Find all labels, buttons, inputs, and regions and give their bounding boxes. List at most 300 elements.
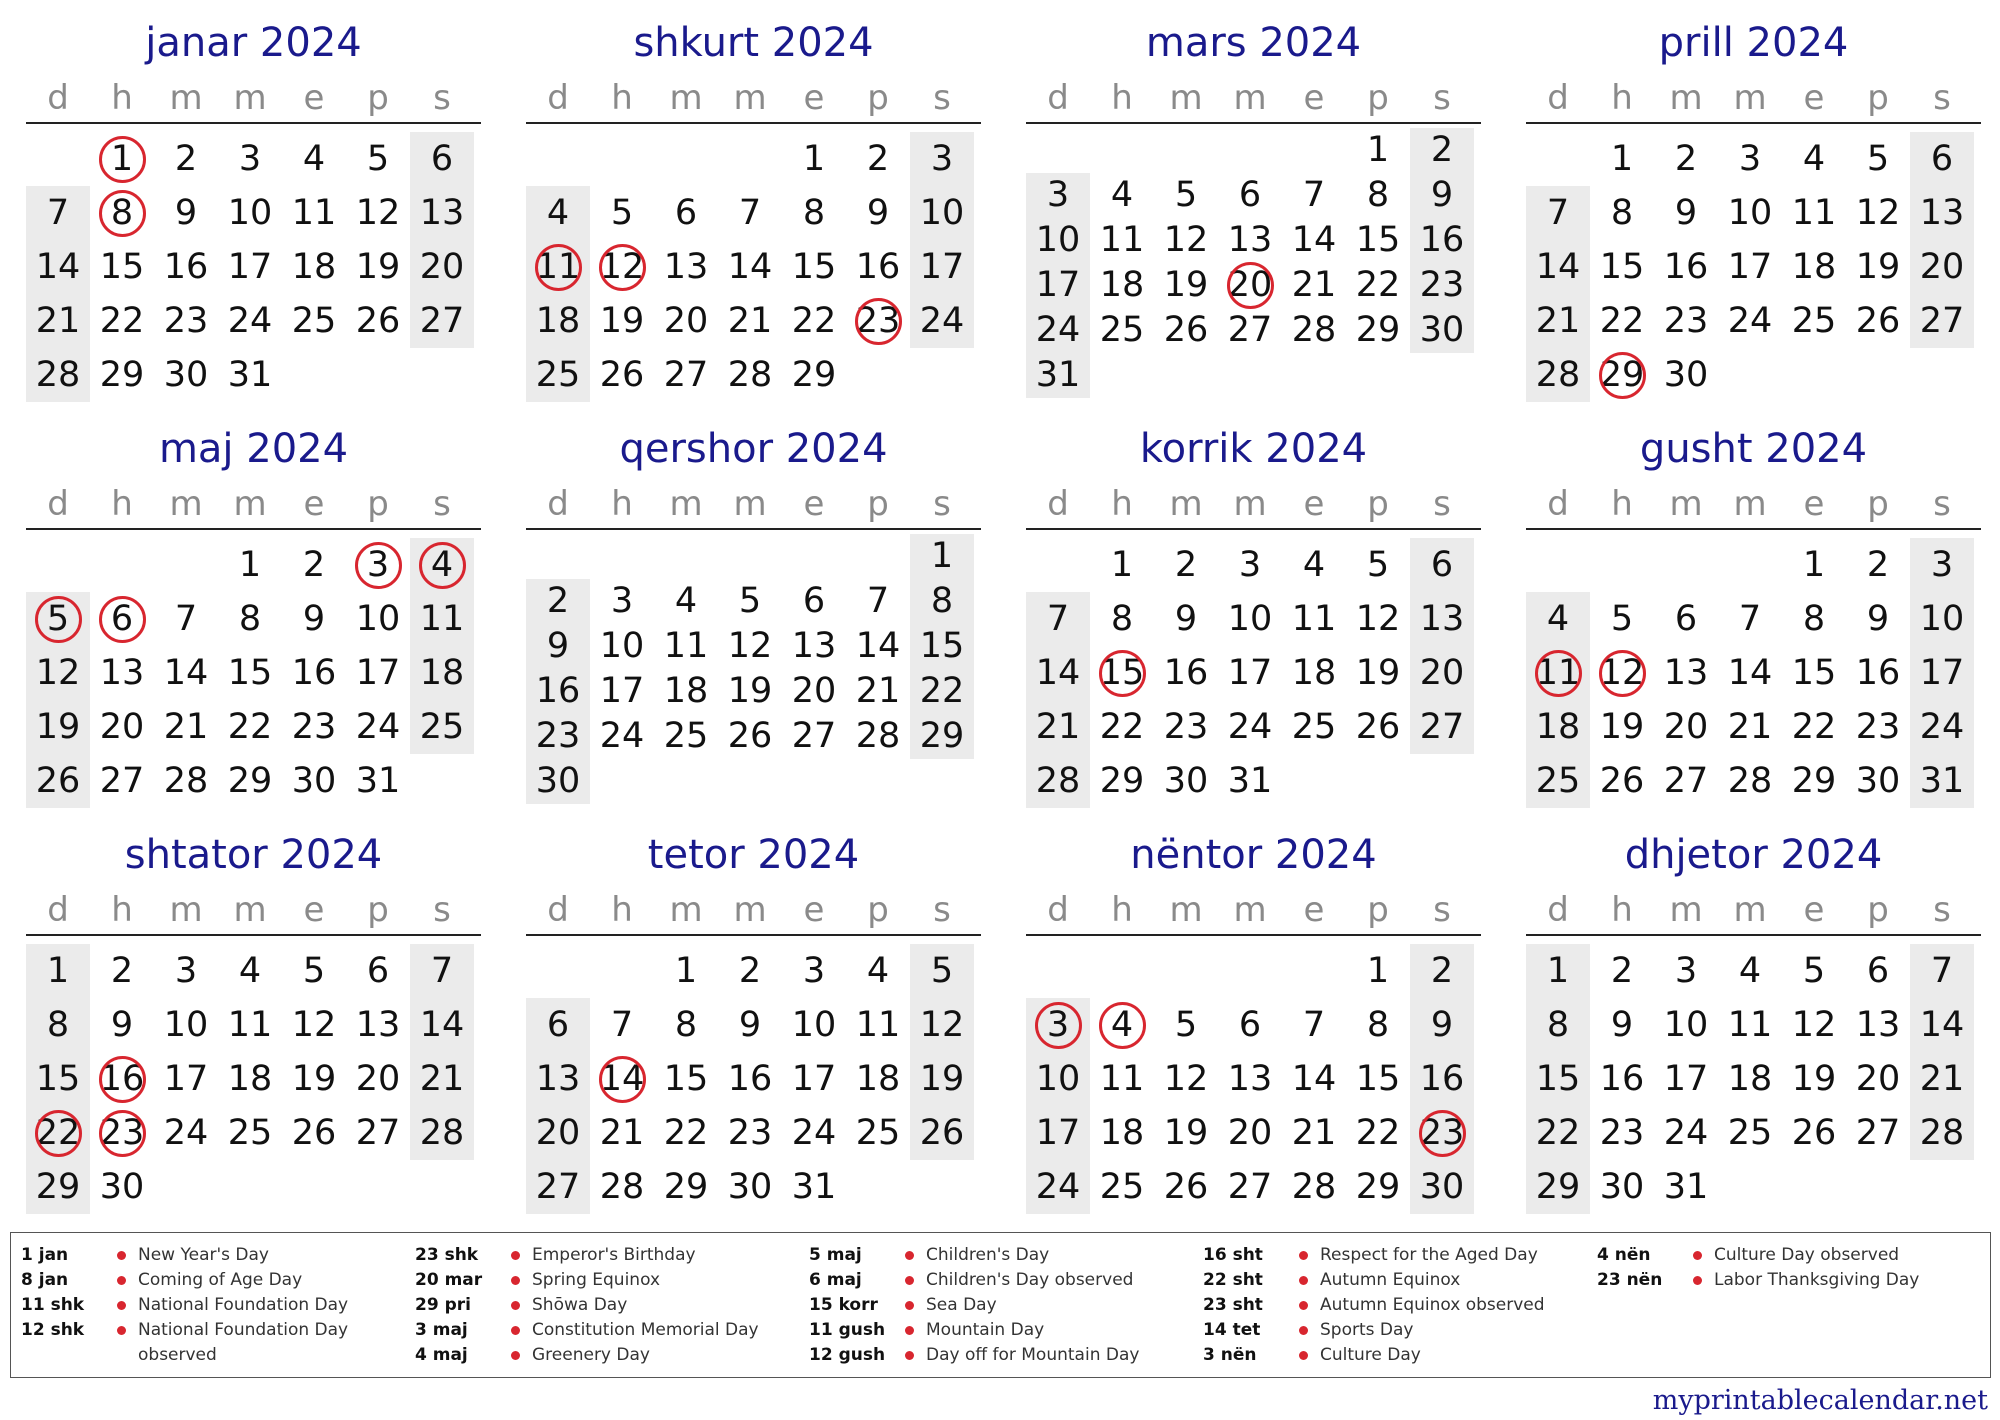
legend-holiday-name: Autumn Equinox	[1320, 1270, 1461, 1290]
day-cell: 13	[1227, 1059, 1273, 1099]
weekday-label: m	[1669, 890, 1703, 930]
day-cell: 2	[1430, 130, 1454, 170]
day-cell: 12	[1855, 193, 1901, 233]
day-cell: 17	[919, 247, 965, 287]
day-cell: 27	[791, 716, 837, 756]
day-cell: 1	[1366, 130, 1390, 170]
legend-holiday-name: Sea Day	[926, 1295, 997, 1315]
month-title: korrik 2024	[1139, 426, 1368, 472]
day-cell: 7	[1302, 175, 1326, 215]
weekday-label: m	[669, 484, 703, 524]
month-title: prill 2024	[1658, 20, 1849, 66]
day-cell: 11	[1099, 1059, 1145, 1099]
weekday-label: d	[1547, 890, 1569, 930]
day-cell: 8	[110, 193, 134, 233]
day-cell: 21	[1727, 707, 1773, 747]
month-block	[26, 0, 481, 405]
day-cell: 2	[738, 951, 762, 991]
bullet-icon	[117, 1301, 126, 1310]
day-cell: 25	[1099, 310, 1145, 350]
day-cell: 16	[1599, 1059, 1645, 1099]
day-cell: 17	[1727, 247, 1773, 287]
day-cell: 9	[302, 599, 326, 639]
legend-holiday-name: Respect for the Aged Day	[1320, 1245, 1538, 1265]
weekday-label: p	[1867, 484, 1889, 524]
day-cell: 1	[802, 139, 826, 179]
day-cell: 3	[802, 951, 826, 991]
day-cell: 24	[1919, 707, 1965, 747]
day-cell: 6	[366, 951, 390, 991]
day-cell: 15	[1099, 653, 1145, 693]
holiday-marker	[35, 1110, 82, 1157]
day-cell: 24	[1035, 310, 1081, 350]
weekday-label: p	[867, 484, 889, 524]
day-cell: 28	[1035, 761, 1081, 801]
day-cell: 8	[1802, 599, 1826, 639]
day-cell: 10	[1035, 1059, 1081, 1099]
day-cell: 15	[35, 1059, 81, 1099]
weekday-label: e	[303, 890, 325, 930]
day-cell: 1	[930, 536, 954, 576]
month-block	[1526, 812, 1981, 1217]
header-divider	[1026, 528, 1481, 530]
day-cell: 25	[1535, 761, 1581, 801]
day-cell: 6	[110, 599, 134, 639]
day-cell: 3	[1738, 139, 1762, 179]
day-cell: 8	[238, 599, 262, 639]
day-cell: 13	[419, 193, 465, 233]
day-cell: 13	[1419, 599, 1465, 639]
weekday-label: m	[169, 484, 203, 524]
day-cell: 11	[1727, 1005, 1773, 1045]
day-cell: 15	[663, 1059, 709, 1099]
day-cell: 23	[535, 716, 581, 756]
day-cell: 5	[738, 581, 762, 621]
month-title: janar 2024	[145, 20, 362, 66]
day-cell: 6	[546, 1005, 570, 1045]
legend-date: 16 sht	[1203, 1245, 1263, 1265]
weekday-label: m	[233, 78, 267, 118]
day-cell: 16	[99, 1059, 145, 1099]
weekday-label: p	[367, 890, 389, 930]
day-cell: 2	[546, 581, 570, 621]
day-cell: 2	[1430, 951, 1454, 991]
weekday-label: h	[611, 78, 633, 118]
day-cell: 30	[1419, 1167, 1465, 1207]
weekday-label: h	[611, 484, 633, 524]
day-cell: 24	[599, 716, 645, 756]
bullet-icon	[1693, 1251, 1702, 1260]
header-divider	[1526, 122, 1981, 124]
day-cell: 22	[35, 1113, 81, 1153]
month-title: gusht 2024	[1639, 426, 1868, 472]
day-cell: 14	[855, 626, 901, 666]
month-title: nëntor 2024	[1130, 832, 1377, 878]
day-cell: 20	[535, 1113, 581, 1153]
header-divider	[526, 528, 981, 530]
day-cell: 5	[366, 139, 390, 179]
day-cell: 17	[1919, 653, 1965, 693]
holiday-marker	[99, 596, 146, 643]
month-block	[1526, 0, 1981, 405]
legend-holiday-name: Greenery Day	[532, 1345, 650, 1365]
weekday-label: m	[669, 78, 703, 118]
day-cell: 13	[1227, 220, 1273, 260]
day-cell: 31	[227, 355, 273, 395]
day-cell: 9	[1430, 1005, 1454, 1045]
month-block	[526, 0, 981, 405]
day-cell: 18	[535, 301, 581, 341]
day-cell: 13	[663, 247, 709, 287]
day-cell: 23	[855, 301, 901, 341]
day-cell: 5	[1366, 545, 1390, 585]
day-cell: 27	[1663, 761, 1709, 801]
day-cell: 4	[302, 139, 326, 179]
weekday-label: m	[1733, 484, 1767, 524]
day-cell: 30	[163, 355, 209, 395]
weekday-header	[1026, 76, 1481, 120]
day-cell: 8	[1110, 599, 1134, 639]
legend-date: 1 jan	[21, 1245, 69, 1265]
weekday-label: s	[1933, 78, 1951, 118]
weekday-label: d	[47, 484, 69, 524]
day-cell: 9	[110, 1005, 134, 1045]
header-divider	[526, 934, 981, 936]
weekday-label: s	[433, 890, 451, 930]
day-cell: 9	[866, 193, 890, 233]
day-cell: 5	[1802, 951, 1826, 991]
day-cell: 7	[430, 951, 454, 991]
day-cell: 21	[1291, 265, 1337, 305]
day-cell: 11	[1099, 220, 1145, 260]
day-cell: 15	[1355, 220, 1401, 260]
day-cell: 28	[599, 1167, 645, 1207]
bullet-icon	[905, 1351, 914, 1360]
legend-date: 11 shk	[21, 1295, 85, 1315]
holiday-marker	[1419, 1110, 1466, 1157]
day-cell: 25	[1791, 301, 1837, 341]
day-cell: 20	[419, 247, 465, 287]
day-cell: 19	[1791, 1059, 1837, 1099]
day-cell: 14	[1035, 653, 1081, 693]
weekday-label: e	[803, 78, 825, 118]
weekday-label: h	[1111, 78, 1133, 118]
weekday-label: h	[1611, 484, 1633, 524]
day-cell: 26	[1163, 1167, 1209, 1207]
weekday-label: m	[669, 890, 703, 930]
weekday-label: e	[1303, 78, 1325, 118]
day-cell: 24	[791, 1113, 837, 1153]
day-cell: 6	[802, 581, 826, 621]
holiday-marker	[1599, 650, 1646, 697]
weekday-header	[526, 76, 981, 120]
day-cell: 12	[1599, 653, 1645, 693]
day-cell: 24	[1227, 707, 1273, 747]
weekday-header	[1526, 888, 1981, 932]
day-cell: 9	[1430, 175, 1454, 215]
day-cell: 15	[1791, 653, 1837, 693]
day-cell: 24	[1727, 301, 1773, 341]
day-cell: 12	[599, 247, 645, 287]
weekday-label: e	[1803, 890, 1825, 930]
day-cell: 16	[1419, 220, 1465, 260]
day-cell: 22	[1099, 707, 1145, 747]
holiday-marker	[1035, 1002, 1082, 1049]
day-cell: 2	[866, 139, 890, 179]
holiday-marker	[855, 298, 902, 345]
day-cell: 29	[791, 355, 837, 395]
bullet-icon	[511, 1251, 520, 1260]
holiday-marker	[99, 136, 146, 183]
bullet-icon	[1299, 1326, 1308, 1335]
day-cell: 1	[46, 951, 70, 991]
day-cell: 22	[1355, 265, 1401, 305]
day-cell: 29	[35, 1167, 81, 1207]
day-cell: 19	[1855, 247, 1901, 287]
day-cell: 20	[1227, 265, 1273, 305]
day-cell: 7	[610, 1005, 634, 1045]
weekday-label: h	[111, 484, 133, 524]
day-cell: 17	[599, 671, 645, 711]
weekday-header	[526, 482, 981, 526]
day-cell: 3	[1930, 545, 1954, 585]
legend-holiday-name: observed	[138, 1345, 217, 1365]
bullet-icon	[1299, 1301, 1308, 1310]
legend-holiday-name: National Foundation Day	[138, 1320, 349, 1340]
bullet-icon	[511, 1301, 520, 1310]
holiday-marker	[599, 1056, 646, 1103]
weekday-label: m	[1733, 890, 1767, 930]
day-cell: 3	[930, 139, 954, 179]
holiday-marker	[1535, 650, 1582, 697]
day-cell: 4	[430, 545, 454, 585]
day-cell: 7	[46, 193, 70, 233]
day-cell: 12	[1163, 1059, 1209, 1099]
day-cell: 27	[535, 1167, 581, 1207]
legend-holiday-name: Children's Day observed	[926, 1270, 1134, 1290]
weekday-label: h	[111, 78, 133, 118]
day-cell: 10	[1727, 193, 1773, 233]
day-cell: 24	[1663, 1113, 1709, 1153]
site-url[interactable]: myprintablecalendar.net	[1652, 1385, 1988, 1416]
day-cell: 29	[663, 1167, 709, 1207]
day-cell: 7	[1930, 951, 1954, 991]
day-cell: 22	[791, 301, 837, 341]
header-divider	[1526, 934, 1981, 936]
day-cell: 5	[930, 951, 954, 991]
legend-holiday-name: Labor Thanksgiving Day	[1714, 1270, 1920, 1290]
day-cell: 5	[1866, 139, 1890, 179]
weekday-label: d	[1547, 78, 1569, 118]
day-cell: 19	[355, 247, 401, 287]
day-cell: 20	[355, 1059, 401, 1099]
legend-holiday-name: Emperor's Birthday	[532, 1245, 696, 1265]
weekday-label: p	[1367, 78, 1389, 118]
legend-date: 3 nën	[1203, 1345, 1257, 1365]
day-cell: 28	[855, 716, 901, 756]
bullet-icon	[1299, 1351, 1308, 1360]
legend-holiday-name: Shōwa Day	[532, 1295, 628, 1315]
day-cell: 6	[1430, 545, 1454, 585]
day-cell: 8	[1546, 1005, 1570, 1045]
day-cell: 2	[1674, 139, 1698, 179]
legend-holiday-name: Children's Day	[926, 1245, 1050, 1265]
day-cell: 9	[738, 1005, 762, 1045]
day-cell: 31	[1035, 355, 1081, 395]
day-cell: 14	[599, 1059, 645, 1099]
day-cell: 20	[1919, 247, 1965, 287]
day-cell: 7	[1546, 193, 1570, 233]
day-cell: 23	[1163, 707, 1209, 747]
weekday-label: h	[1611, 78, 1633, 118]
weekday-label: s	[1933, 484, 1951, 524]
weekday-header	[1026, 482, 1481, 526]
day-cell: 25	[535, 355, 581, 395]
day-cell: 1	[1802, 545, 1826, 585]
day-cell: 29	[1599, 355, 1645, 395]
weekday-label: m	[1169, 890, 1203, 930]
day-cell: 15	[1535, 1059, 1581, 1099]
day-cell: 27	[1419, 707, 1465, 747]
weekday-header	[526, 888, 981, 932]
day-cell: 11	[291, 193, 337, 233]
month-title: qershor 2024	[619, 426, 888, 472]
day-cell: 6	[1866, 951, 1890, 991]
day-cell: 21	[35, 301, 81, 341]
day-cell: 16	[855, 247, 901, 287]
day-cell: 22	[227, 707, 273, 747]
day-cell: 29	[1355, 1167, 1401, 1207]
day-cell: 14	[163, 653, 209, 693]
day-cell: 22	[1535, 1113, 1581, 1153]
legend-date: 22 sht	[1203, 1270, 1263, 1290]
legend-date: 12 gush	[809, 1345, 886, 1365]
weekday-label: d	[47, 78, 69, 118]
weekday-label: e	[1303, 484, 1325, 524]
weekday-label: s	[1933, 890, 1951, 930]
day-cell: 30	[1419, 310, 1465, 350]
day-cell: 16	[291, 653, 337, 693]
day-cell: 4	[546, 193, 570, 233]
day-cell: 16	[1419, 1059, 1465, 1099]
weekday-label: m	[1733, 78, 1767, 118]
day-cell: 3	[1046, 1005, 1070, 1045]
day-cell: 14	[1919, 1005, 1965, 1045]
weekday-label: p	[367, 484, 389, 524]
legend-holiday-name: Coming of Age Day	[138, 1270, 303, 1290]
weekday-label: m	[233, 890, 267, 930]
weekday-label: e	[1803, 484, 1825, 524]
day-cell: 1	[238, 545, 262, 585]
day-cell: 21	[1291, 1113, 1337, 1153]
weekday-label: d	[547, 890, 569, 930]
month-title: mars 2024	[1145, 20, 1362, 66]
weekday-label: d	[1047, 890, 1069, 930]
weekday-label: h	[1111, 484, 1133, 524]
day-cell: 18	[291, 247, 337, 287]
month-title: tetor 2024	[647, 832, 860, 878]
day-cell: 1	[674, 951, 698, 991]
month-block	[1026, 406, 1481, 811]
day-cell: 1	[1110, 545, 1134, 585]
day-cell: 28	[419, 1113, 465, 1153]
weekday-label: h	[611, 890, 633, 930]
day-cell: 13	[791, 626, 837, 666]
day-cell: 16	[535, 671, 581, 711]
holiday-marker	[599, 244, 646, 291]
day-cell: 26	[35, 761, 81, 801]
day-cell: 28	[1727, 761, 1773, 801]
day-cell: 5	[302, 951, 326, 991]
day-cell: 21	[1919, 1059, 1965, 1099]
weekday-label: h	[111, 890, 133, 930]
day-cell: 10	[1035, 220, 1081, 260]
day-cell: 7	[1302, 1005, 1326, 1045]
legend-date: 4 maj	[415, 1345, 468, 1365]
day-cell: 17	[1663, 1059, 1709, 1099]
day-cell: 18	[1291, 653, 1337, 693]
legend-date: 12 shk	[21, 1320, 85, 1340]
day-cell: 31	[1227, 761, 1273, 801]
day-cell: 25	[1727, 1113, 1773, 1153]
day-cell: 4	[674, 581, 698, 621]
weekday-header	[1026, 888, 1481, 932]
day-cell: 31	[1663, 1167, 1709, 1207]
day-cell: 14	[1291, 220, 1337, 260]
day-cell: 13	[1919, 193, 1965, 233]
day-cell: 16	[163, 247, 209, 287]
day-cell: 27	[1919, 301, 1965, 341]
day-cell: 10	[1919, 599, 1965, 639]
day-cell: 11	[663, 626, 709, 666]
day-cell: 29	[919, 716, 965, 756]
day-cell: 9	[1174, 599, 1198, 639]
day-cell: 29	[1099, 761, 1145, 801]
weekday-label: m	[1233, 484, 1267, 524]
day-cell: 12	[919, 1005, 965, 1045]
weekday-label: m	[733, 78, 767, 118]
weekday-label: s	[933, 890, 951, 930]
day-cell: 20	[99, 707, 145, 747]
day-cell: 11	[1291, 599, 1337, 639]
day-cell: 21	[599, 1113, 645, 1153]
day-cell: 8	[46, 1005, 70, 1045]
holiday-marker	[99, 1056, 146, 1103]
day-cell: 5	[1174, 1005, 1198, 1045]
day-cell: 4	[866, 951, 890, 991]
day-cell: 28	[1291, 1167, 1337, 1207]
weekday-label: p	[367, 78, 389, 118]
day-cell: 25	[1099, 1167, 1145, 1207]
weekday-label: m	[1233, 78, 1267, 118]
weekday-label: d	[547, 78, 569, 118]
day-cell: 26	[355, 301, 401, 341]
legend-holiday-name: Spring Equinox	[532, 1270, 661, 1290]
day-cell: 15	[99, 247, 145, 287]
weekday-label: e	[1803, 78, 1825, 118]
day-cell: 23	[291, 707, 337, 747]
month-title: shtator 2024	[124, 832, 383, 878]
day-cell: 21	[163, 707, 209, 747]
day-cell: 17	[1227, 653, 1273, 693]
day-cell: 26	[1855, 301, 1901, 341]
day-cell: 30	[1163, 761, 1209, 801]
day-cell: 29	[99, 355, 145, 395]
day-cell: 7	[866, 581, 890, 621]
weekday-label: m	[1669, 78, 1703, 118]
legend-date: 23 nën	[1597, 1270, 1663, 1290]
day-cell: 19	[1163, 265, 1209, 305]
